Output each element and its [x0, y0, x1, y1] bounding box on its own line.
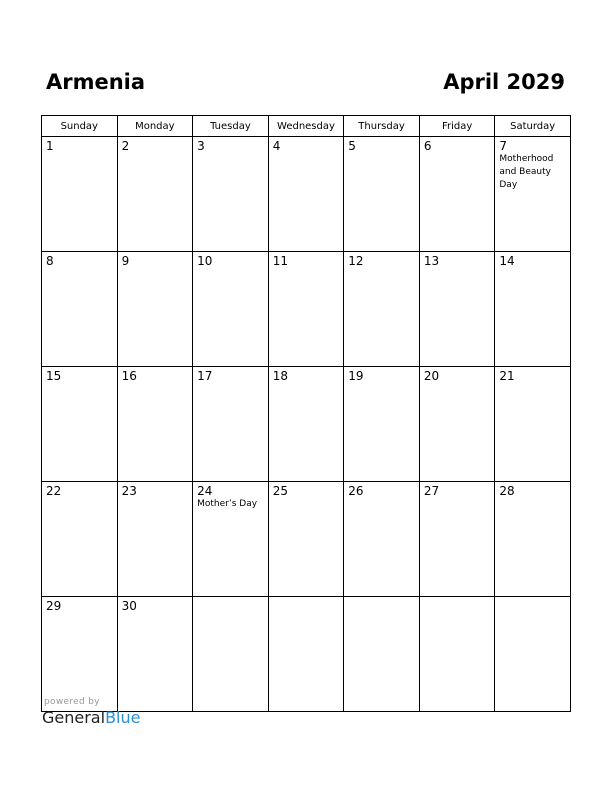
day-cell — [42, 597, 118, 712]
day-number: 19 — [348, 369, 364, 383]
day-number: 23 — [121, 484, 137, 498]
day-number: 16 — [121, 369, 137, 383]
day-number: 2 — [121, 139, 130, 153]
day-cell — [344, 252, 420, 367]
day-cell — [344, 597, 420, 712]
day-cell — [42, 137, 118, 252]
day-number: 29 — [46, 599, 62, 613]
day-cell — [117, 482, 193, 597]
day-number: 24 — [197, 484, 213, 498]
day-cell — [193, 137, 269, 252]
day-number: 4 — [272, 139, 281, 153]
day-cell — [495, 367, 571, 482]
day-number: 8 — [46, 254, 54, 268]
day-number: 5 — [348, 139, 356, 153]
month-year-title: April 2029 — [443, 70, 565, 94]
weekday-wednesday: Wednesday — [268, 116, 344, 137]
weekday-monday: Monday — [117, 116, 193, 137]
day-number: 28 — [499, 484, 515, 498]
day-cell — [42, 482, 118, 597]
country-title: Armenia — [46, 70, 146, 94]
powered-by-label: powered by — [44, 697, 100, 707]
week-row — [42, 367, 571, 482]
day-number: 17 — [197, 369, 213, 383]
day-cell — [117, 367, 193, 482]
day-cell — [193, 482, 269, 597]
day-cell — [193, 367, 269, 482]
day-cell — [344, 482, 420, 597]
day-number: 12 — [348, 254, 364, 268]
week-row — [42, 597, 571, 712]
weekday-thursday: Thursday — [344, 116, 420, 137]
calendar-grid — [41, 115, 571, 712]
day-number: 18 — [272, 369, 288, 383]
day-cell — [193, 252, 269, 367]
weekday-tuesday: Tuesday — [193, 116, 269, 137]
day-number: 1 — [46, 139, 54, 153]
day-cell — [495, 137, 571, 252]
generalblue-logo — [42, 708, 140, 727]
week-row — [42, 252, 571, 367]
week-row — [42, 137, 571, 252]
day-number: 26 — [348, 484, 364, 498]
day-cell — [268, 137, 344, 252]
logo-text-general: General — [42, 708, 106, 727]
day-number: 3 — [197, 139, 205, 153]
day-number: 22 — [46, 484, 62, 498]
day-cell — [344, 137, 420, 252]
day-cell — [344, 367, 420, 482]
holiday-label: Motherhood and Beauty Day — [499, 154, 554, 190]
day-cell — [42, 367, 118, 482]
day-number: 15 — [46, 369, 62, 383]
day-number: 13 — [423, 254, 440, 268]
calendar-body — [42, 137, 571, 712]
day-cell — [419, 597, 495, 712]
weekday-saturday: Saturday — [495, 116, 571, 137]
day-number: 27 — [423, 484, 440, 498]
day-cell — [117, 252, 193, 367]
day-cell — [42, 252, 118, 367]
logo-text-blue: Blue — [105, 708, 141, 727]
holiday-label: Mother’s Day — [197, 499, 258, 509]
week-row — [42, 482, 571, 597]
day-cell — [419, 367, 495, 482]
day-cell — [268, 482, 344, 597]
day-cell — [117, 597, 193, 712]
weekday-sunday: Sunday — [42, 116, 118, 137]
day-cell — [117, 137, 193, 252]
day-number: 10 — [197, 254, 213, 268]
day-number: 25 — [272, 484, 288, 498]
day-cell — [268, 597, 344, 712]
day-cell — [495, 252, 571, 367]
day-number: 9 — [121, 254, 130, 268]
day-cell — [495, 482, 571, 597]
day-cell — [268, 367, 344, 482]
day-cell — [193, 597, 269, 712]
day-number: 14 — [499, 254, 515, 268]
day-number: 6 — [423, 139, 432, 153]
day-number: 11 — [272, 254, 288, 268]
day-number: 30 — [121, 599, 137, 613]
day-number: 21 — [499, 369, 515, 383]
weekday-header-row — [42, 116, 571, 137]
day-number: 20 — [423, 369, 440, 383]
day-number: 7 — [499, 139, 508, 153]
day-cell — [419, 482, 495, 597]
weekday-friday: Friday — [419, 116, 495, 137]
day-cell — [268, 252, 344, 367]
day-cell — [419, 252, 495, 367]
day-cell — [419, 137, 495, 252]
day-cell — [495, 597, 571, 712]
